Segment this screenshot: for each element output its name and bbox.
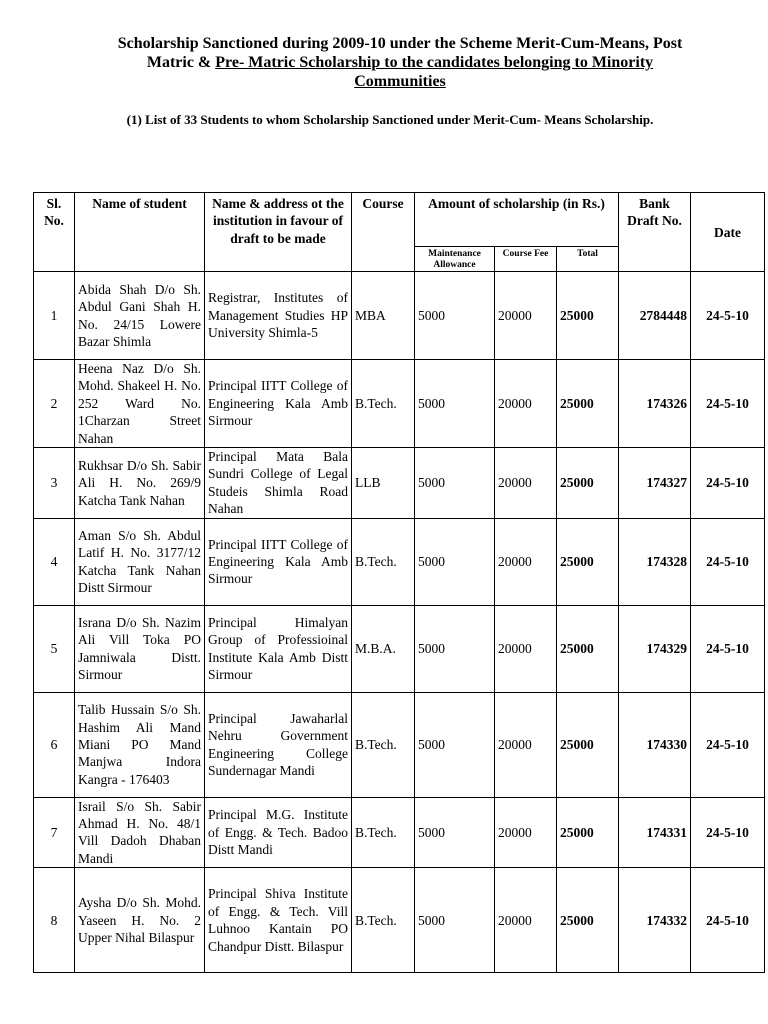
document-title	[60, 34, 740, 91]
date-cell: 24-5-10	[691, 605, 765, 692]
total-cell: 25000	[557, 360, 619, 448]
student-name-cell: Rukhsar D/o Sh. Sabir Ali H. No. 269/9 Katcha Tank Nahan	[75, 448, 205, 519]
table-row	[34, 360, 765, 448]
header-course-fee: Course Fee	[495, 247, 557, 272]
header-date: Date	[691, 193, 765, 272]
course-fee-cell: 20000	[495, 605, 557, 692]
header-sl-no: Sl. No.	[34, 193, 75, 272]
table-row	[34, 868, 765, 973]
maintenance-cell: 5000	[415, 518, 495, 605]
date-cell: 24-5-10	[691, 868, 765, 973]
table-row	[34, 605, 765, 692]
sl-no-cell: 3	[34, 448, 75, 519]
title-line-2	[60, 53, 740, 72]
sl-no-cell: 1	[34, 272, 75, 360]
table-body	[34, 272, 765, 973]
sl-no-cell: 8	[34, 868, 75, 973]
header-maintenance: Maintenance Allowance	[415, 247, 495, 272]
maintenance-cell: 5000	[415, 797, 495, 868]
table-row	[34, 448, 765, 519]
course-cell: B.Tech.	[352, 868, 415, 973]
header-bank-draft: Bank Draft No.	[619, 193, 691, 272]
total-cell: 25000	[557, 605, 619, 692]
student-name-cell: Israna D/o Sh. Nazim Ali Vill Toka PO Jamniwala Distt. Sirmour	[75, 605, 205, 692]
course-fee-cell: 20000	[495, 448, 557, 519]
maintenance-cell: 5000	[415, 868, 495, 973]
date-cell: 24-5-10	[691, 272, 765, 360]
institution-cell: Principal Himalyan Group of Professioinal Institute Kala Amb Distt Sirmour	[205, 605, 352, 692]
course-fee-cell: 20000	[495, 518, 557, 605]
title-line-2-underlined: Pre- Matric Scholarship to the candidates belonging to Minority	[215, 54, 654, 71]
institution-cell: Registrar, Institutes of Management Studies HP University Shimla-5	[205, 272, 352, 360]
maintenance-cell: 5000	[415, 360, 495, 448]
maintenance-cell: 5000	[415, 605, 495, 692]
table-row	[34, 692, 765, 797]
sl-no-cell: 6	[34, 692, 75, 797]
title-line-3: Communities	[354, 73, 446, 90]
course-cell: B.Tech.	[352, 360, 415, 448]
sl-no-cell: 4	[34, 518, 75, 605]
header-course: Course	[352, 193, 415, 272]
maintenance-cell: 5000	[415, 692, 495, 797]
course-fee-cell: 20000	[495, 360, 557, 448]
title-line-2-plain: Matric &	[146, 54, 216, 71]
document-subtitle: (1) List of 33 Students to whom Scholarship Sanctioned under Merit-Cum- Means Scholarship.	[126, 112, 654, 127]
date-cell: 24-5-10	[691, 360, 765, 448]
date-cell: 24-5-10	[691, 448, 765, 519]
course-cell: B.Tech.	[352, 692, 415, 797]
header-amount: Amount of scholarship (in Rs.)	[415, 193, 619, 247]
course-cell: LLB	[352, 448, 415, 519]
course-fee-cell: 20000	[495, 272, 557, 360]
maintenance-cell: 5000	[415, 272, 495, 360]
date-cell: 24-5-10	[691, 518, 765, 605]
student-name-cell: Abida Shah D/o Sh. Abdul Gani Shah H. No. 24/15 Lowere Bazar Shimla	[75, 272, 205, 360]
table-row	[34, 797, 765, 868]
header-total: Total	[557, 247, 619, 272]
total-cell: 25000	[557, 272, 619, 360]
bank-draft-cell: 174326	[619, 360, 691, 448]
institution-cell: Principal IITT College of Engineering Kala Amb Sirmour	[205, 518, 352, 605]
student-name-cell: Heena Naz D/o Sh. Mohd. Shakeel H. No. 252 Ward No. 1Charzan Street Nahan	[75, 360, 205, 448]
institution-cell: Principal M.G. Institute of Engg. & Tech. Badoo Distt Mandi	[205, 797, 352, 868]
sl-no-cell: 7	[34, 797, 75, 868]
bank-draft-cell: 174328	[619, 518, 691, 605]
institution-cell: Principal Jawaharlal Nehru Government Engineering College Sundernagar Mandi	[205, 692, 352, 797]
date-cell: 24-5-10	[691, 692, 765, 797]
total-cell: 25000	[557, 797, 619, 868]
total-cell: 25000	[557, 868, 619, 973]
bank-draft-cell: 174330	[619, 692, 691, 797]
maintenance-cell: 5000	[415, 448, 495, 519]
course-fee-cell: 20000	[495, 868, 557, 973]
header-student-name: Name of student	[75, 193, 205, 272]
total-cell: 25000	[557, 692, 619, 797]
institution-cell: Principal Shiva Institute of Engg. & Tech. Vill Luhnoo Kantain PO Chandpur Distt. Bilaspur	[205, 868, 352, 973]
total-cell: 25000	[557, 518, 619, 605]
student-name-cell: Aman S/o Sh. Abdul Latif H. No. 3177/12 Katcha Tank Nahan Distt Sirmour	[75, 518, 205, 605]
institution-cell: Principal Mata Bala Sundri College of Legal Studeis Shimla Road Nahan	[205, 448, 352, 519]
total-cell: 25000	[557, 448, 619, 519]
institution-cell: Principal IITT College of Engineering Kala Amb Sirmour	[205, 360, 352, 448]
bank-draft-cell: 174329	[619, 605, 691, 692]
bank-draft-cell: 2784448	[619, 272, 691, 360]
bank-draft-cell: 174331	[619, 797, 691, 868]
course-cell: B.Tech.	[352, 797, 415, 868]
scholarship-table	[33, 192, 765, 973]
date-cell: 24-5-10	[691, 797, 765, 868]
sl-no-cell: 5	[34, 605, 75, 692]
student-name-cell: Aysha D/o Sh. Mohd. Yaseen H. No. 2 Upper Nihal Bilaspur	[75, 868, 205, 973]
table-row	[34, 272, 765, 360]
bank-draft-cell: 174332	[619, 868, 691, 973]
student-name-cell: Talib Hussain S/o Sh. Hashim Ali Mand Miani PO Mand Manjwa Indora Kangra - 176403	[75, 692, 205, 797]
course-fee-cell: 20000	[495, 692, 557, 797]
bank-draft-cell: 174327	[619, 448, 691, 519]
course-fee-cell: 20000	[495, 797, 557, 868]
course-cell: MBA	[352, 272, 415, 360]
title-line-1: Scholarship Sanctioned during 2009-10 under the Scheme Merit-Cum-Means, Post	[117, 35, 683, 52]
header-institution: Name & address ot the institution in favour of draft to be made	[205, 193, 352, 272]
course-cell: M.B.A.	[352, 605, 415, 692]
student-name-cell: Israil S/o Sh. Sabir Ahmad H. No. 48/1 Vill Dadoh Dhaban Mandi	[75, 797, 205, 868]
course-cell: B.Tech.	[352, 518, 415, 605]
sl-no-cell: 2	[34, 360, 75, 448]
table-row	[34, 518, 765, 605]
